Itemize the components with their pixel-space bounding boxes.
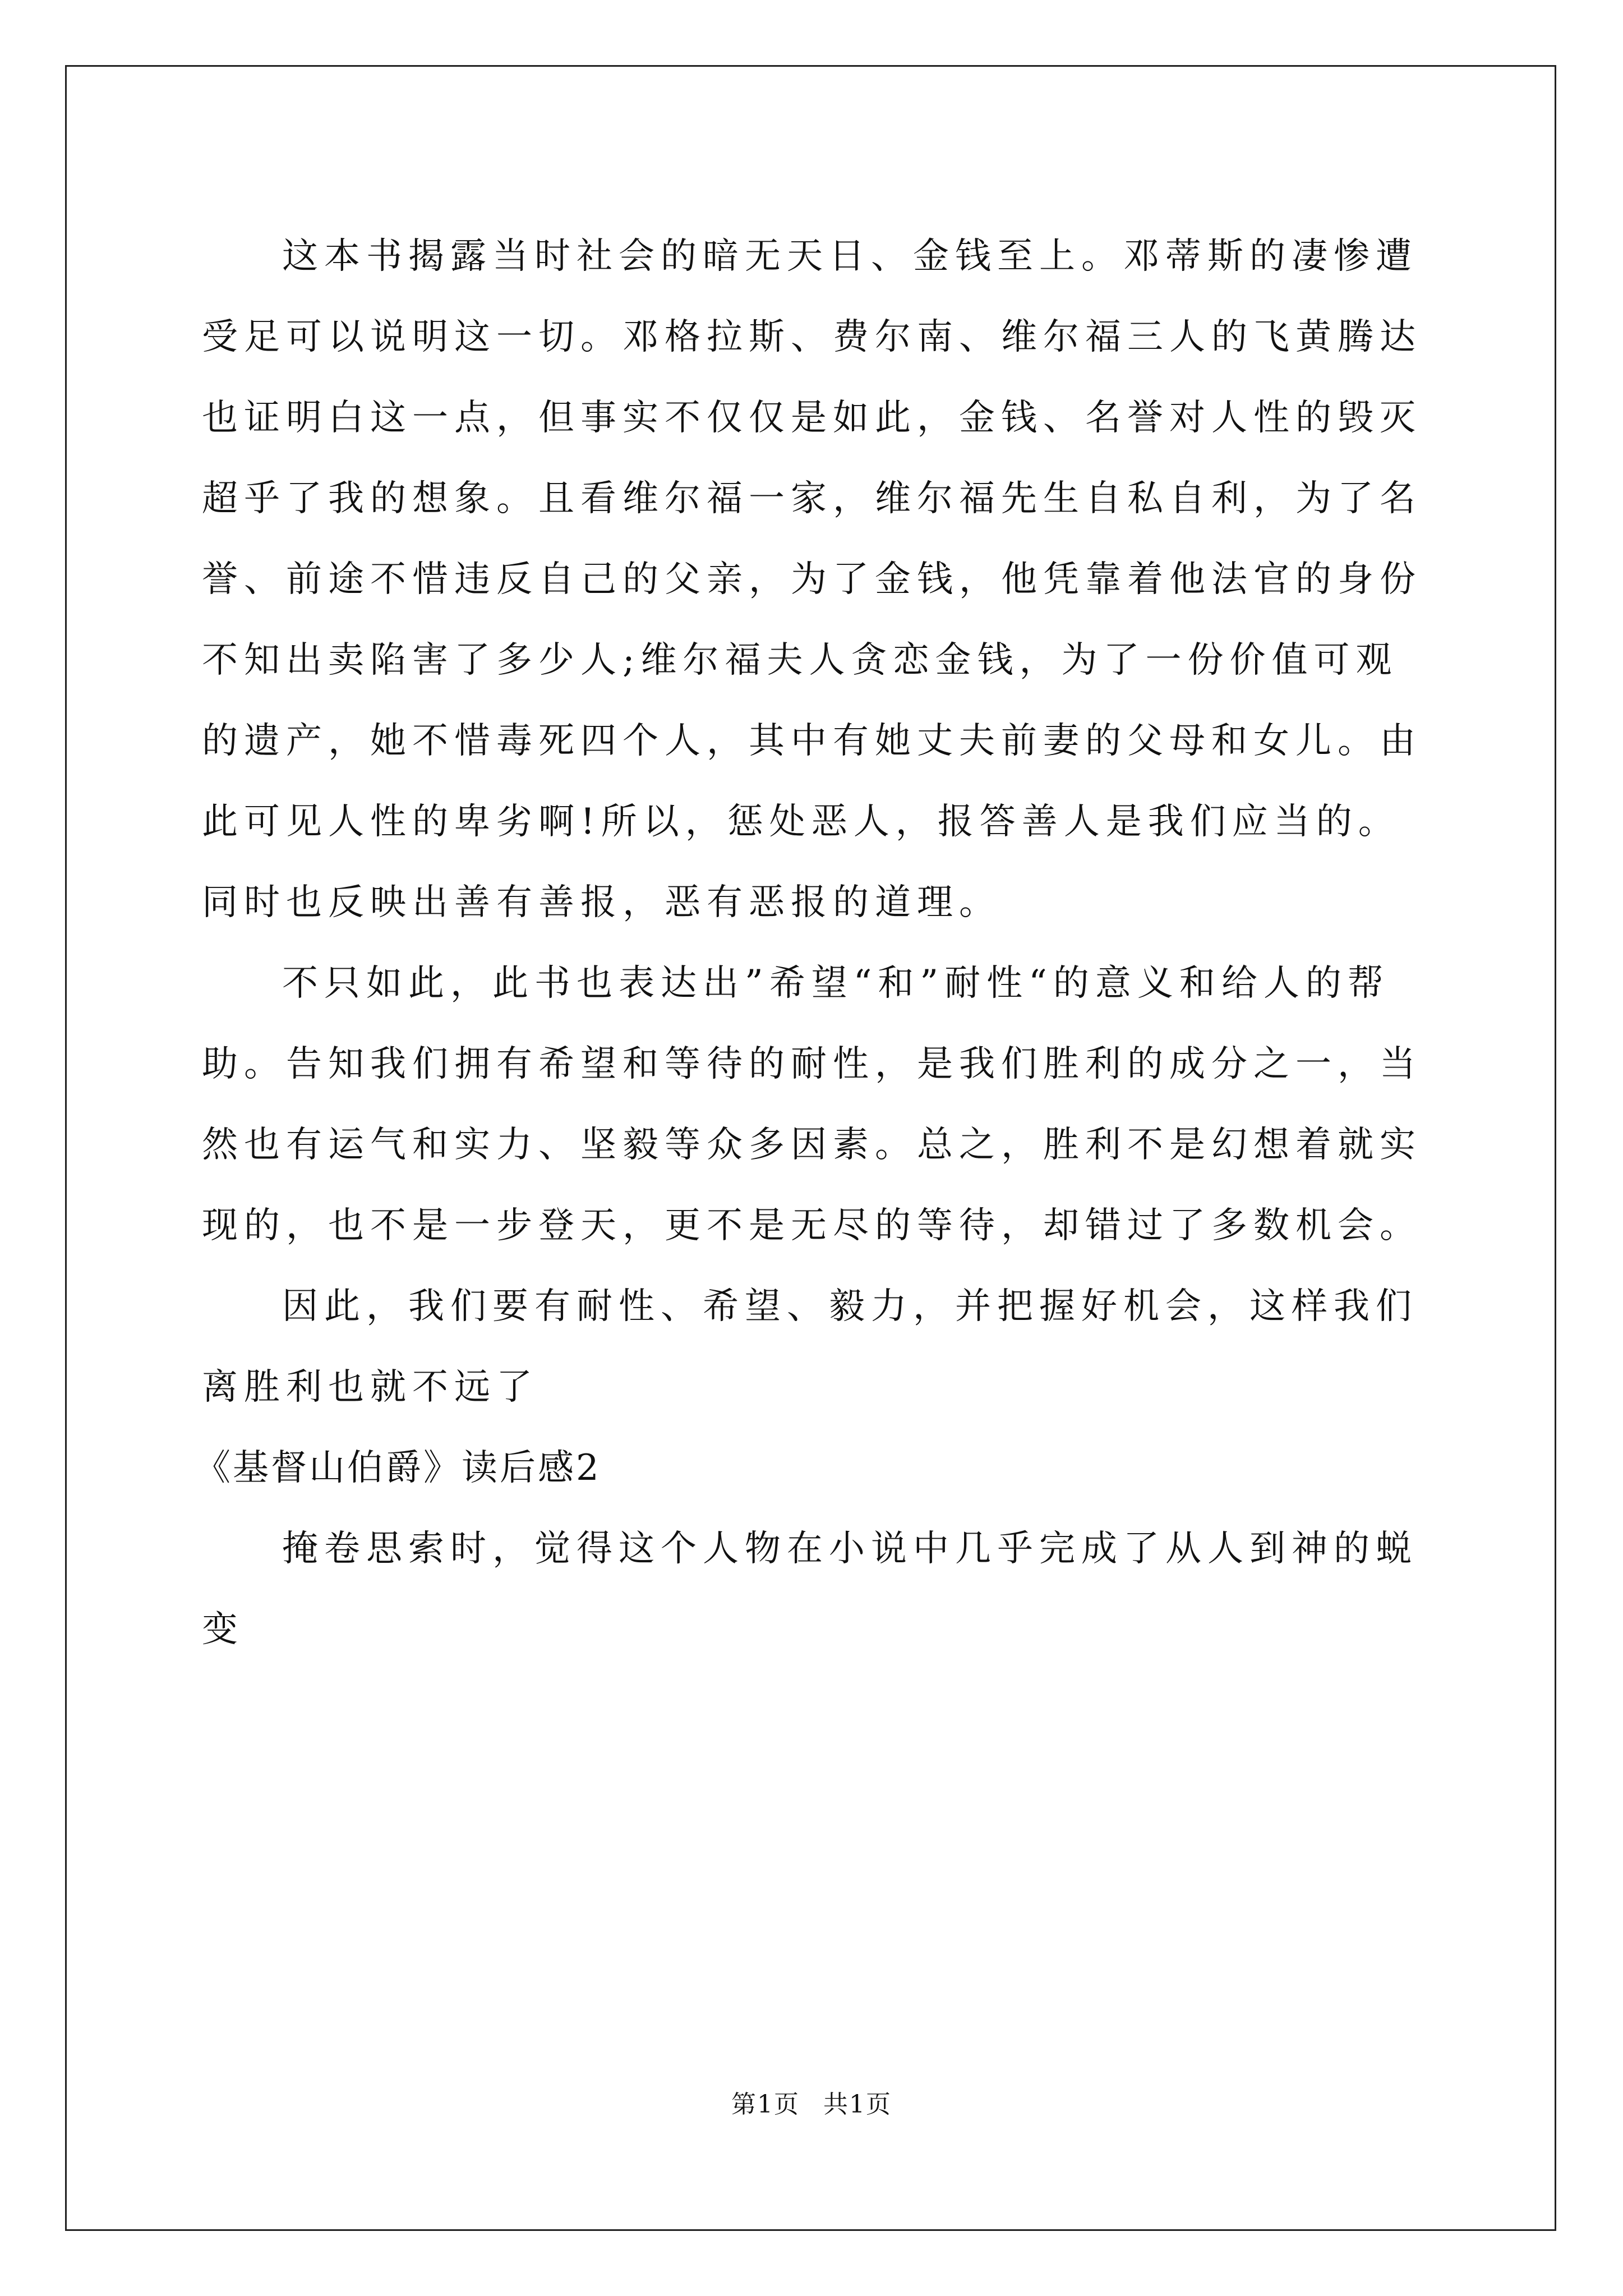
page-footer: [0, 2088, 1623, 2122]
document-body: [195, 216, 1436, 1670]
paragraph-3: 因此，我们要有耐性、希望、毅力，并把握好机会，这样我们离胜利也就不远了: [202, 1286, 1418, 1408]
page-total: 共1页: [823, 2090, 892, 2119]
section-subtitle: 《基督山伯爵》读后感2: [195, 1447, 601, 1489]
paragraph-2: 不只如此，此书也表达出”希望“和”耐性“的意义和给人的帮助。告知我们拥有希望和等待的耐性，是我们胜利的成分之一，当然也有运气和实力、坚毅等众多因素。总之，胜利不是幻想着就实现的，也不是一步登天，更不是无尽的等待，却错过了多数机会。: [202, 963, 1422, 1246]
paragraph-1: 这本书揭露当时社会的暗无天日、金钱至上。邓蒂斯的凄惨遭受足可以说明这一切。邓格拉斯、费尔南、维尔福三人的飞黄腾达也证明白这一点，但事实不仅仅是如此，金钱、名誉对人性的毁灭超乎了我的想象。且看维尔福一家，维尔福先生自私自利，为了名誉、前途不惜违反自己的父亲，为了金钱，他凭靠着他法官的身份不知出卖陷害了多少人;维尔福夫人贪恋金钱，为了一份价值可观的遗产，她不惜毒死四个人，其中有她丈夫前妻的父母和女儿。由此可见人性的卑劣啊!所以，惩处恶人，报答善人是我们应当的。同时也反映出善有善报，恶有恶报的道理。: [202, 236, 1422, 923]
page-number: 第1页: [731, 2090, 800, 2119]
paragraph-4: 掩卷思索时，觉得这个人物在小说中几乎完成了从人到神的蜕变: [202, 1528, 1418, 1650]
